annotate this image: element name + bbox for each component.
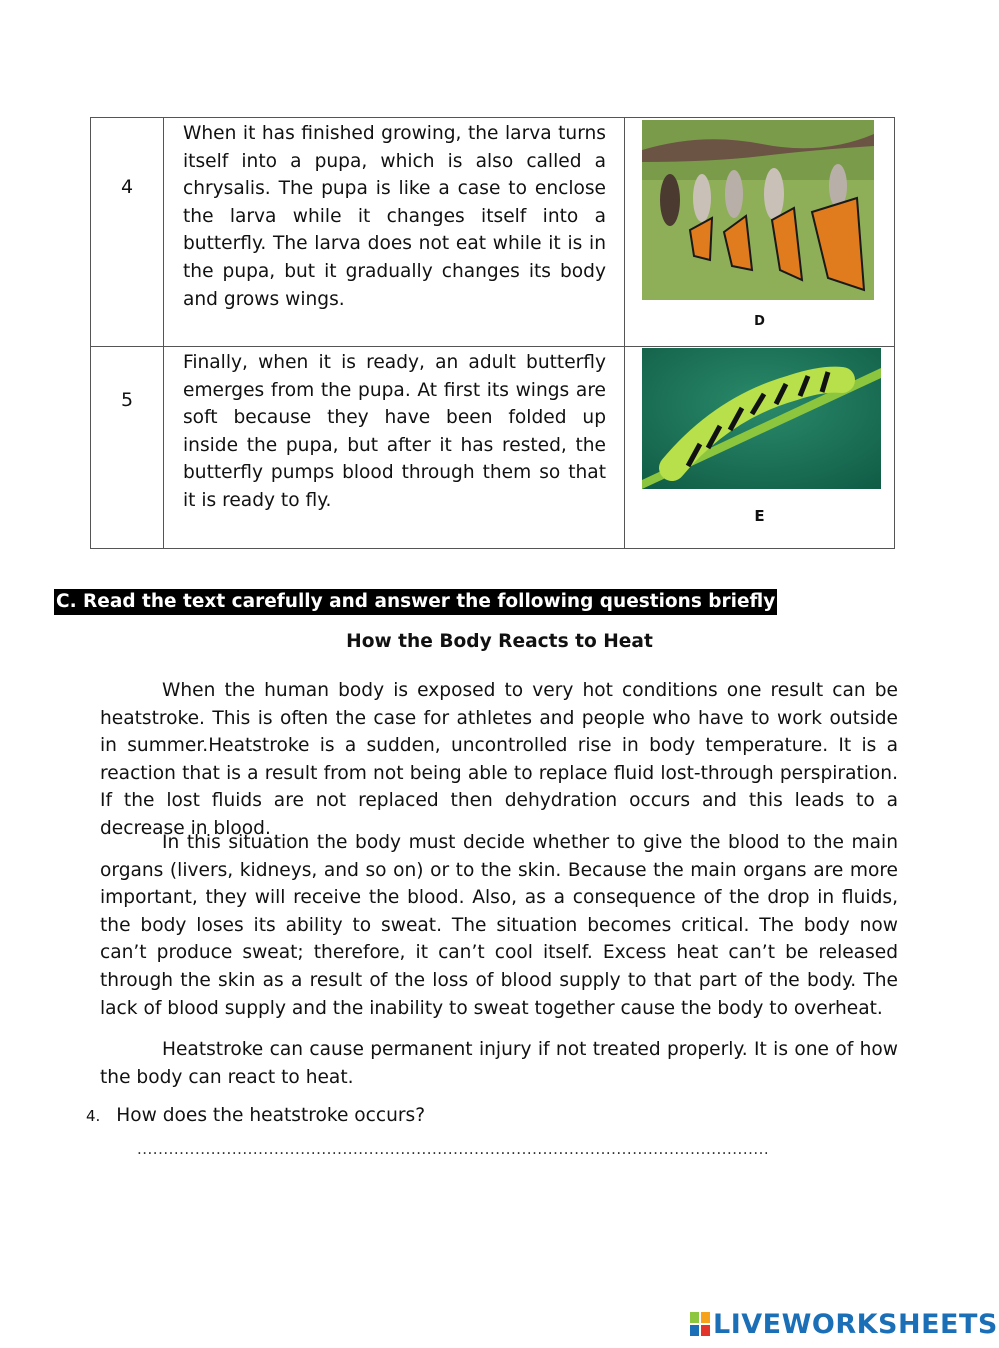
section-heading: C. Read the text carefully and answer the following questions briefly [54, 589, 777, 615]
table-row [91, 118, 895, 347]
table-row [91, 347, 895, 549]
article-title: How the Body Reacts to Heat [346, 631, 653, 652]
logo-text: LIVEWORKSHEETS [713, 1308, 998, 1340]
row-text: When it has finished growing, the larva turns itself into a pupa, which is also called a chrysalis. The pupa is like a case to enclose the larva while it changes itself into a butterfly. The larva does not eat while it is in the pupa, but it gradually changes its body and grows wings. [183, 123, 606, 310]
row-text-cell [164, 347, 625, 549]
chrysalis-butterflies-image [642, 120, 874, 300]
caterpillar-image [642, 348, 881, 489]
image-label-e: E [754, 507, 765, 525]
row-text: Finally, when it is ready, an adult butterfly emerges from the pupa. At first its wings are soft because they have been folded up inside the pupa, but after it has rested, the butterfly pumps blood through them so that it is ready to fly. [183, 352, 606, 511]
question [86, 1105, 425, 1126]
row-number: 4 [120, 176, 134, 198]
answer-field[interactable]: ........................................................................................................................ [137, 1140, 770, 1158]
liveworksheets-logo [690, 1306, 998, 1342]
article-paragraph: When the human body is exposed to very hot conditions one result can be heatstroke. This is often the case for athletes and people who have to work outside in summer.Heatstroke is a sudden, uncontrolled rise in body temperature. It is a reaction that is a result from not being able to replace fluid lost-through perspiration. If the lost fluids are not replaced then dehydration occurs and this leads to a decrease in blood. [100, 680, 898, 839]
row-image-cell [625, 347, 895, 549]
question-number: 4. [86, 1107, 101, 1125]
lifecycle-table [90, 117, 895, 549]
article-paragraph: Heatstroke can cause permanent injury if not treated properly. It is one of how the body can react to heat. [100, 1039, 898, 1088]
row-text-cell [164, 118, 625, 347]
row-number-cell [91, 347, 164, 549]
row-number-cell [91, 118, 164, 347]
article-paragraph: In this situation the body must decide whether to give the blood to the main organs (livers, kidneys, and so on) or to the skin. Because the main organs are more important, they will receive the blood. Also, as a consequence of the drop in fluids, the body loses its ability to sweat. The situation becomes critical. The body now can’t produce sweat; therefore, it can’t cool itself. Excess heat can’t be released through the skin as a result of the loss of blood supply to that part of the body. The lack of blood supply and the inability to sweat together cause the body to overheat. [100, 832, 898, 1019]
logo-blocks-icon [690, 1312, 710, 1336]
row-image-cell [625, 118, 895, 347]
row-number: 5 [120, 389, 134, 411]
image-label-d: D [754, 314, 765, 329]
question-text: How does the heatstroke occurs? [116, 1105, 426, 1126]
